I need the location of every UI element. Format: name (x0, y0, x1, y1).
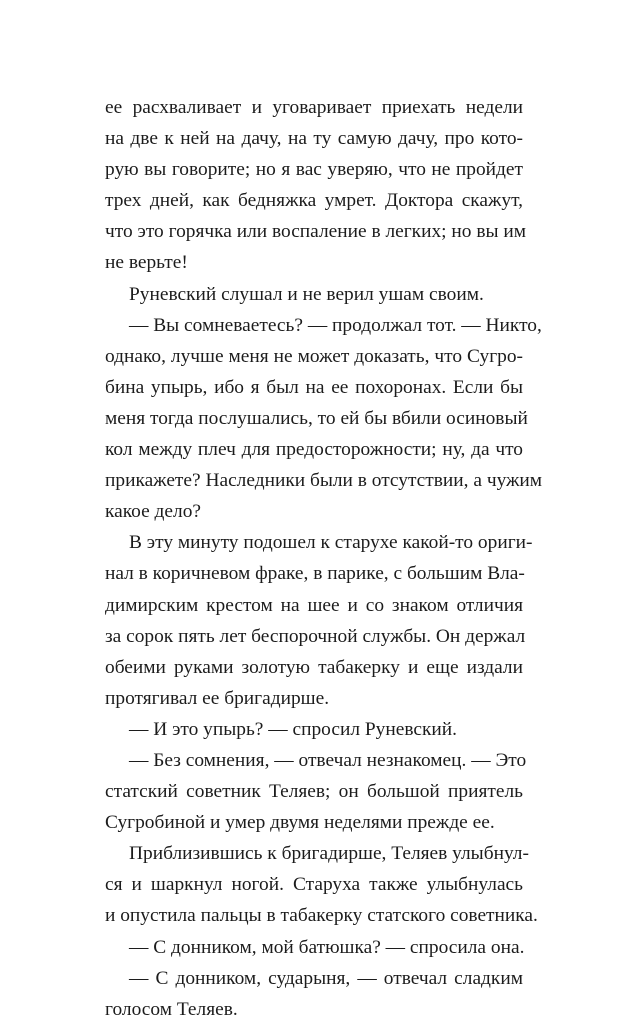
page-text (105, 92, 543, 1025)
text-line: — И это упырь? — спросил Руневский. (129, 718, 458, 740)
text-line: за сорок пять лет беспорочной службы. Он держал (105, 625, 526, 647)
text-line: какое дело? (105, 501, 202, 523)
text-line: голосом Теляев. (105, 998, 238, 1020)
text-line: и опустила пальцы в табакерку статского советника. (105, 905, 538, 927)
text-line: протягивал ее бригадирше. (105, 687, 330, 709)
text-line: что это горячка или воспаление в легких; но вы им (105, 221, 527, 243)
text-line: трех дней, как бедняжка умрет. Доктора скажут, (105, 190, 523, 212)
text-line: Приблизившись к бригадирше, Теляев улыбнул- (129, 843, 529, 865)
text-line: — С донником, сударыня, — отвечал сладким (129, 967, 523, 989)
text-line: меня тогда послушались, то ей бы вбили осиновый (105, 407, 528, 429)
text-line: Сугробиной и умер двумя неделями прежде ее. (105, 812, 495, 834)
text-line: димирским крестом на шее и со знаком отличия (105, 594, 523, 616)
text-line: статский советник Теляев; он большой приятель (105, 781, 523, 803)
text-line: — С донником, мой батюшка? — спросила она. (129, 936, 525, 958)
text-line: В эту минуту подошел к старухе какой-то ориги- (129, 532, 533, 554)
text-line: однако, лучше меня не может доказать, что Сугро- (105, 345, 523, 367)
text-line: обеими руками золотую табакерку и еще издали (105, 656, 523, 678)
text-line: рую вы говорите; но я вас уверяю, что не пройдет (105, 159, 523, 181)
text-line: не верьте! (105, 252, 188, 274)
text-line: ся и шаркнул ногой. Старуха также улыбнулась (105, 874, 523, 896)
text-line: ее расхваливает и уговаривает приехать недели (105, 97, 523, 118)
text-line: Руневский слушал и не верил ушам своим. (129, 283, 484, 305)
text-line: — Вы сомневаетесь? — продолжал тот. — Никто, (129, 314, 542, 336)
text-line: на две к ней на дачу, на ту самую дачу, про кото- (105, 128, 523, 150)
text-line: бина упырь, ибо я был на ее похоронах. Если бы (105, 376, 523, 398)
text-line: нал в коричневом фраке, в парике, с большим Вла- (105, 563, 525, 585)
text-line: прикажете? Наследники были в отсутствии, а чужим (105, 470, 543, 492)
text-line: кол между плеч для предосторожности; ну, да что (105, 439, 523, 461)
text-line: — Без сомнения, — отвечал незнакомец. — Это (129, 749, 527, 771)
